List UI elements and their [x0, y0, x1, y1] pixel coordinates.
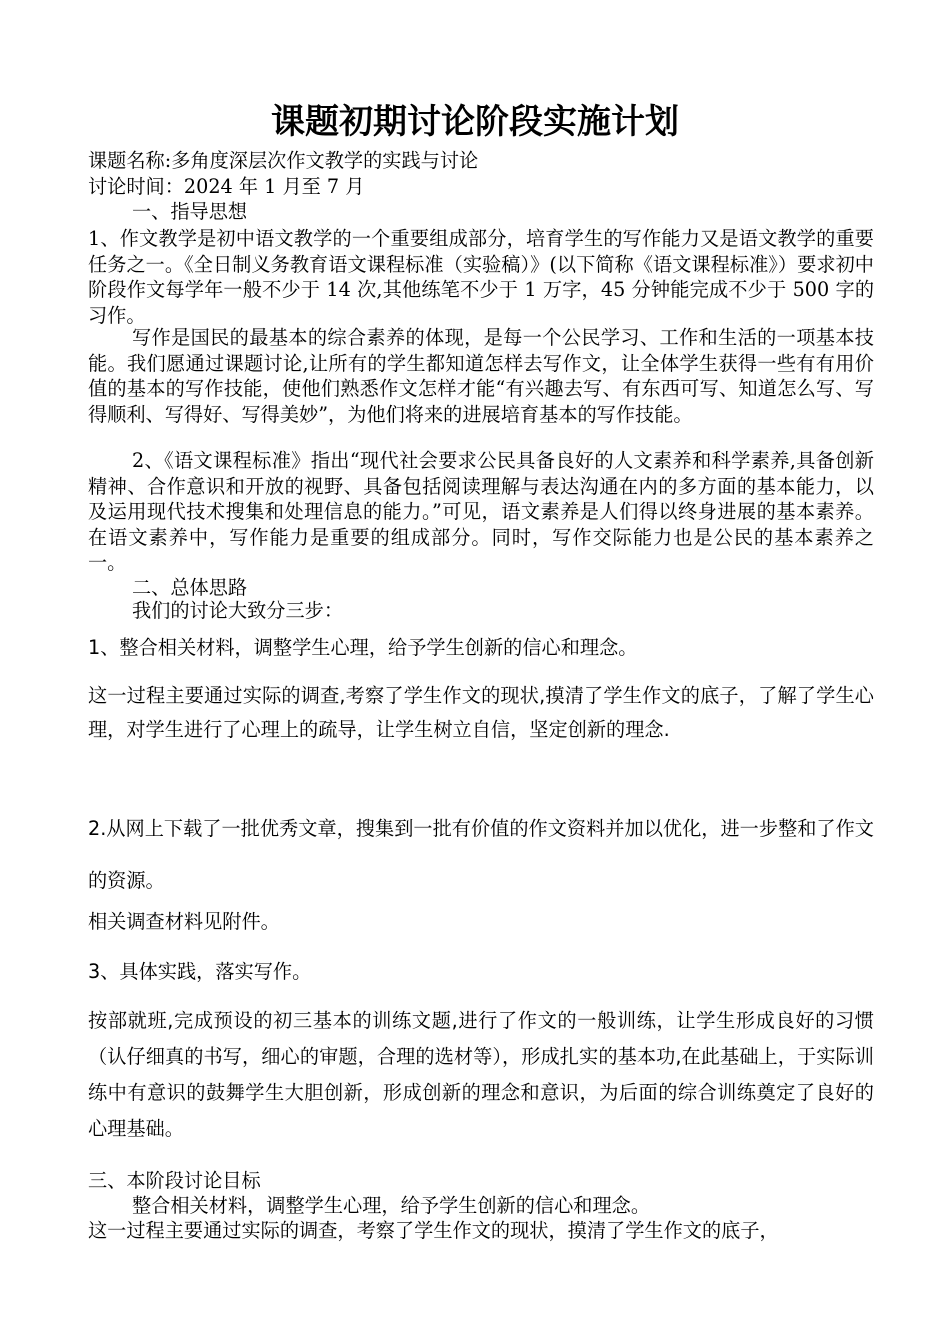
section3-heading: 三、本阶段讨论目标 [88, 1169, 261, 1192]
document-title: 课题初期讨论阶段实施计划 [271, 102, 679, 142]
section1-paragraph-3: 2、《语文课程标准》指出“现代社会要求公民具备良好的人文素养和科学素养,具备创新精神、合作意识和开放的视野、具备包括阅读理解与表达沟通在内的多方面的基本能力，以及运用现代技术搜集和处理信息的能力。”可见，语文素养是人们得以终身进展的基本素养。在语文素养中，写作能力是重要的组成部分。同时，写作交际能力也是公民的基本素养之一。 [88, 449, 874, 575]
section2-intro: 我们的讨论大致分三步： [132, 599, 344, 622]
topic-line: 课题名称:多角度深层次作文教学的实践与讨论 [88, 149, 479, 172]
section2-heading: 二、总体思路 [132, 576, 248, 599]
step3-description: 按部就班,完成预设的初三基本的训练文题,进行了作文的一般训练，让学生形成良好的习惯（认仔细真的书写，细心的审题，合理的选材等），形成扎实的基本功,在此基础上，于实际训练中有意识的鼓舞学生大胆创新，形成创新的理念和意识，为后面的综合训练奠定了良好的心理基础。 [88, 1009, 874, 1140]
step2-title: 2.从网上下载了一批优秀文章，搜集到一批有价值的作文资料并加以优化，进一步整和了作文的资源。 [88, 817, 874, 892]
section1-heading: 一、指导思想 [132, 200, 248, 223]
step2-note: 相关调查材料见附件。 [88, 910, 280, 933]
time-line: 讨论时间：2024 年 1 月至 7 月 [88, 175, 365, 198]
section1-paragraph-1: 1、作文教学是初中语文教学的一个重要组成部分，培育学生的写作能力又是语文教学的重要任务之一。《全日制义务教育语文课程标准（实验稿）》(以下简称《语文课程标准》）要求初中阶段作文每学年一般不少于 14 次,其他练笔不少于 1 万字，45 分钟能完成不少于 500 字的习作。 [88, 227, 874, 327]
section1-paragraph-2: 写作是国民的最基本的综合素养的体现，是每一个公民学习、工作和生活的一项基本技能。我们愿通过课题讨论,让所有的学生都知道怎样去写作文，让全体学生获得一些有有用价值的基本的写作技能，使他们熟悉作文怎样才能“有兴趣去写、有东西可写、知道怎么写、写得顺利、写得好、写得美妙”，为他们将来的进展培育基本的写作技能。 [88, 326, 874, 426]
step1-description: 这一过程主要通过实际的调查,考察了学生作文的现状,摸清了学生作文的底子，了解了学生心理，对学生进行了心理上的疏导，让学生树立自信，坚定创新的理念. [88, 684, 874, 741]
section3-paragraph-2: 这一过程主要通过实际的调查，考察了学生作文的现状，摸清了学生作文的底子， [88, 1219, 779, 1242]
section3-paragraph-1: 整合相关材料，调整学生心理，给予学生创新的信心和理念。 [132, 1194, 651, 1217]
step1-title: 1、整合相关材料，调整学生心理，给予学生创新的信心和理念。 [88, 636, 638, 659]
step3-title: 3、具体实践，落实写作。 [88, 960, 312, 983]
